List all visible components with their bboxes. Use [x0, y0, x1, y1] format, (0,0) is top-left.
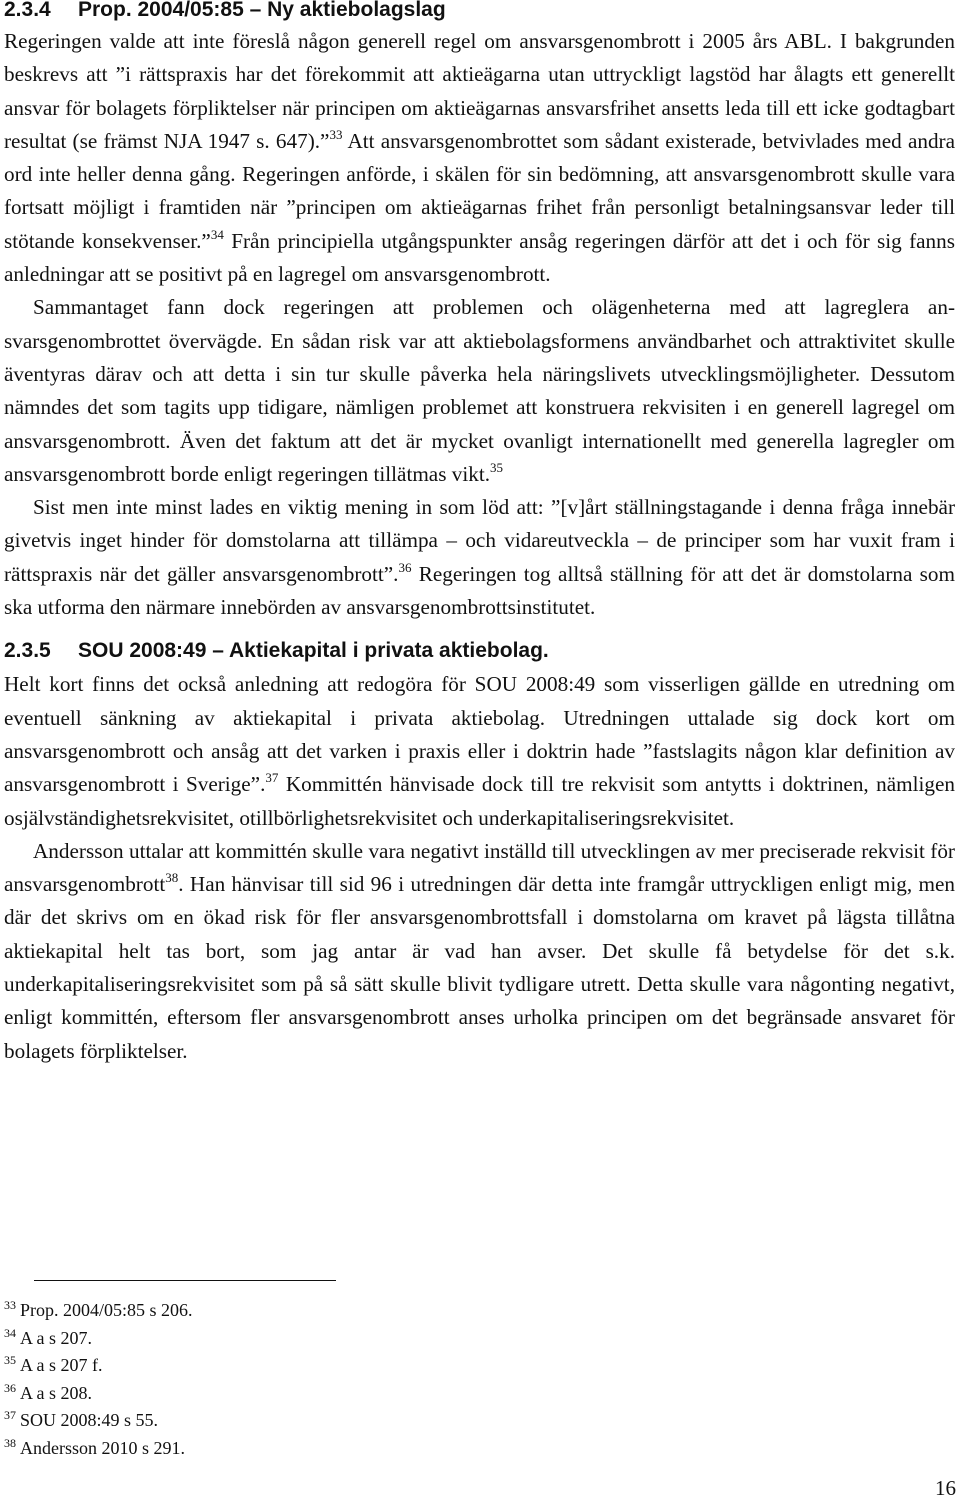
footnote	[4, 1352, 604, 1380]
footnote-number: 38	[4, 1435, 16, 1450]
footnote-separator	[34, 1280, 336, 1281]
paragraph	[4, 668, 955, 834]
paragraph-text: Från principiella utgångspunkter ansåg regeringen därför att det i och för sig fanns anledningar att se positivt på en lagregel om ansvarsgenombrott.	[4, 228, 955, 287]
section-number: 2.3.5	[4, 639, 51, 663]
section-heading-2-3-4	[4, 0, 955, 23]
paragraph-text: Kommittén hänvisade dock till tre rekvisit som antytts i doktrinen, nämligen osjälvständighetsrekvisitet, otillbörlighetsrekvisitet och underkapitaliseringsrekvisitet.	[4, 772, 955, 830]
paragraph-text: Regeringen valde att inte föreslå någon generell regel om ansvarsgenombrott i 2005 års ABL. I bakgrunden beskrevs att ”i rättspraxis har det förekommit att aktieägarna utan uttryckligt lagstöd har ålagts ett generellt ansvar för bolagets förpliktelser när principen om aktieägarnas ansvarsfrihet ansetts leda till ett icke godtagbart resultat (se främst NJA 1947 s. 647).”	[4, 29, 955, 153]
footnote-text: SOU 2008:49 s 55.	[20, 1410, 159, 1430]
footnote-number: 37	[4, 1408, 16, 1422]
footnote-text: Andersson 2010 s 291.	[20, 1437, 185, 1458]
paragraph-text: Sist men inte minst lades en viktig mening in som löd att: ”[v]årt ställningstagande i denna fråga innebär givetvis inget hinder för domstolarna att tillämpa – och vidareutveckla – de principer som har vuxit fram i rättspraxis när det gäller ansvarsgenombrott”.	[4, 495, 955, 586]
footnote-ref: 34	[210, 226, 224, 242]
paragraph	[4, 491, 955, 624]
paragraph-text: Sammantaget fann dock regeringen att problemen och olägenheterna med att lagreglera ansvarsgenombrottet övervägde. En sådan risk var att aktiebolagsformens användbarhet och attraktivitet skulle äventyras därav och att detta i sin tur skulle påverka hela näringslivets utvecklingsmöjligheter. Dessutom nämndes det som tagits upp tidigare, nämligen problemet att konstruera rekvisiten i en generell lagregel om ansvarsgenombrott. Även det faktum att det är mycket ovanligt internationellt med generella lagregler om ansvarsgenombrott borde enligt regeringen tillätmas vikt.	[4, 295, 955, 486]
paragraph-text: Regeringen tog alltså ställning för att det är domstolarna som ska utforma den närmare innebörden av ansvarsgenombrottsinstitutet.	[4, 561, 955, 620]
footnote	[4, 1407, 604, 1435]
paragraph-text: Andersson uttalar att kommittén skulle vara negativt inställd till utvecklingen av mer preciserade rekvisit för ansvarsgenombrott	[4, 838, 955, 897]
footnote-ref: 33	[329, 126, 343, 142]
section-title: SOU 2008:49 – Aktiekapital i privata aktiebolag.	[78, 639, 549, 663]
section-heading-2-3-5	[4, 638, 955, 664]
document-page	[4, 0, 955, 1068]
footnotes	[4, 1297, 604, 1462]
footnote-ref: 36	[398, 559, 412, 575]
paragraph-text: Helt kort finns det också anledning att redogöra för SOU 2008:49 som visserligen gällde en utredning om eventuell sänkning av aktiekapital i privata aktiebolag. Utredningen uttalade sig dock kort om ansvarsgenombrott och ansåg att det varken i praxis eller i doktrin hade ”fastslagits någon klar definition av ansvarsgenombrott i Sverige”.	[4, 672, 955, 797]
footnote	[4, 1380, 604, 1408]
footnote-ref: 38	[165, 870, 179, 886]
footnote-text: A a s 207 f.	[20, 1355, 103, 1375]
footnote	[4, 1435, 604, 1463]
footnote-text: A a s 207.	[20, 1327, 92, 1348]
footnote-number: 36	[4, 1380, 16, 1395]
paragraph	[4, 835, 955, 1068]
footnote	[4, 1297, 604, 1325]
footnote-text: A a s 208.	[20, 1382, 92, 1403]
footnote-ref: 37	[265, 770, 279, 786]
paragraph-text: Att ansvarsgenombrottet som sådant existerade, betvivlades med andra ord inte heller denna gång. Regeringen anförde, i skälen för sin bedömning, att ansvarsgenombrott skulle vara fortsatt möjligt i framtiden när ”principen om aktieägarnas frihet från personligt betalningsansvar leder till stötande konsekvenser.”	[4, 128, 956, 253]
page-number: 16	[935, 1476, 956, 1500]
footnote	[4, 1325, 604, 1353]
section-title: Prop. 2004/05:85 – Ny aktiebolagslag	[78, 0, 446, 21]
paragraph	[4, 25, 955, 291]
paragraph	[4, 291, 955, 491]
footnote-ref: 35	[490, 459, 504, 475]
footnote-number: 33	[4, 1298, 16, 1312]
footnote-number: 35	[4, 1353, 16, 1367]
footnote-number: 34	[4, 1325, 16, 1340]
section-number: 2.3.4	[4, 0, 51, 21]
paragraph-text: . Han hänvisar till sid 96 i utredningen där detta inte framgår uttryckligen enligt mig, men där det skrivs om en ökad risk för fler ansvarsgenombrottsfall i domstolarna om kravet på lägsta tillåtna aktiekapital helt tas bort, som jag antar är vad han avser. Det skulle få betydelse för det s.k. underkapitaliseringsrekvisitet som på så sätt skulle blivit tydligare utrett. Detta skulle vara någonting negativt, enligt kommittén, eftersom fler ansvarsgenombrott anses urholka principen om det begränsade ansvaret för bolagets förpliktelser.	[4, 872, 955, 1063]
footnote-text: Prop. 2004/05:85 s 206.	[20, 1300, 193, 1320]
